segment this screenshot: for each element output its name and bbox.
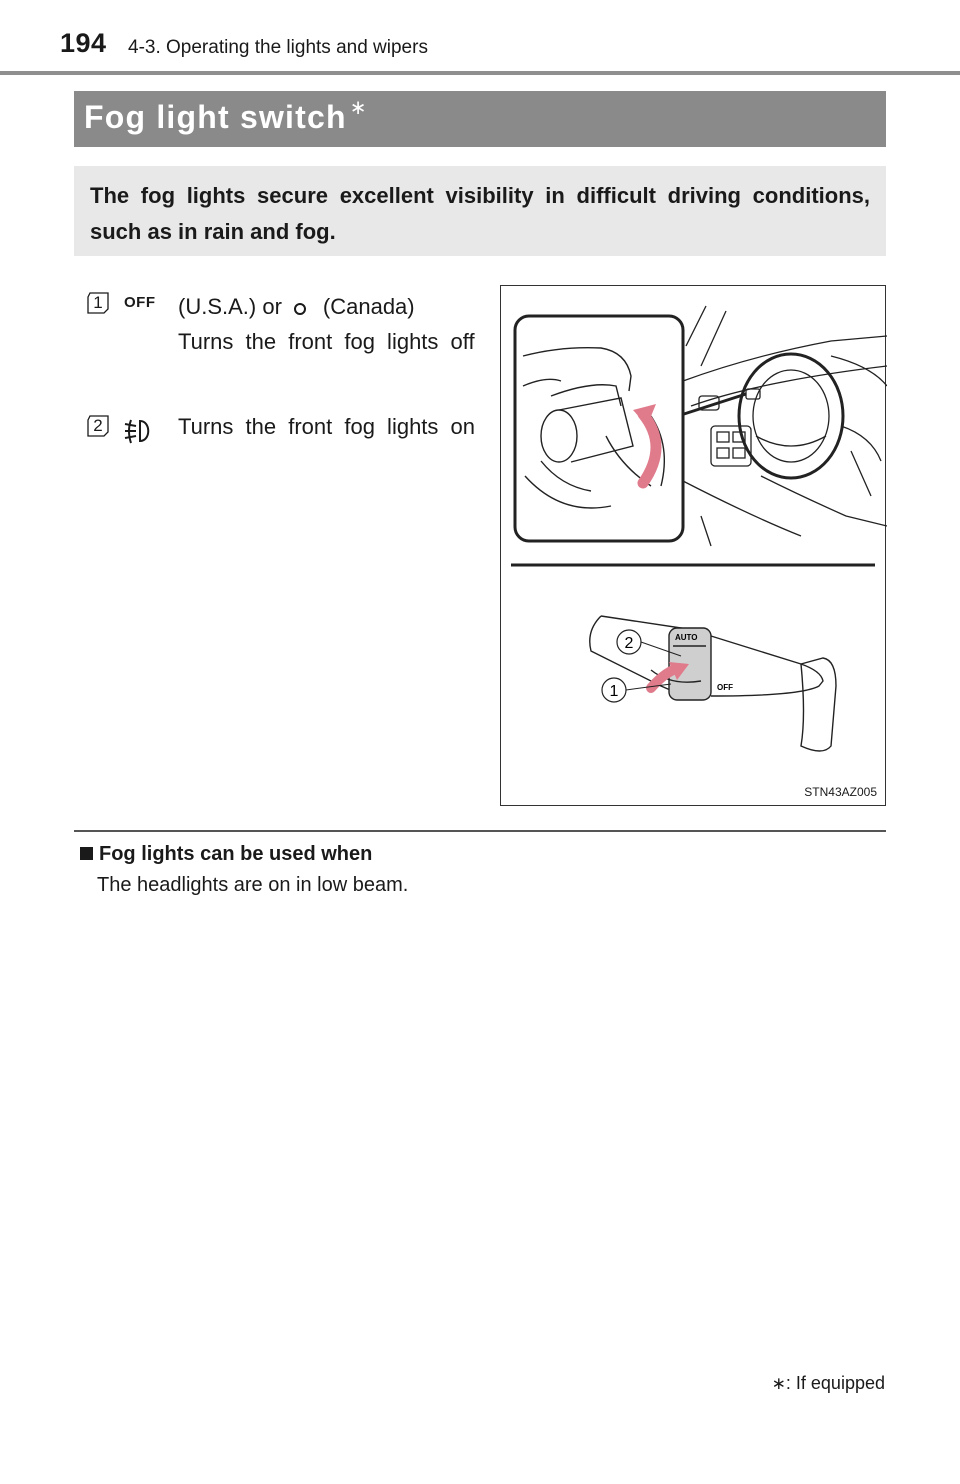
bullet-square-icon	[80, 847, 93, 860]
title-bar	[74, 91, 886, 147]
item-number-2	[86, 414, 110, 438]
intro-text: The fog lights secure excellent visibility in difficult driving conditions, such as in rain and fog.	[90, 183, 870, 244]
item-1-region-canada: (Canada)	[322, 294, 415, 319]
item-number-1-label: 1	[93, 293, 103, 312]
note-heading-text: Fog lights can be used when	[99, 843, 373, 865]
header-rule	[0, 71, 960, 75]
canada-off-icon	[294, 303, 306, 315]
item-1-description: Turns the front fog lights off	[178, 329, 475, 354]
figure-callout-2: 2	[624, 635, 634, 652]
illustration-drawing	[501, 286, 887, 807]
page-number: 194	[60, 28, 107, 58]
figure-code: STN43AZ005	[804, 785, 877, 799]
item-2-description: Turns the front fog lights on	[178, 414, 475, 439]
note-heading	[80, 843, 372, 866]
section-rule	[74, 830, 886, 832]
footnote-text: : If equipped	[785, 1373, 885, 1393]
page-title	[84, 99, 368, 136]
footnote-asterisk: ∗	[771, 1374, 786, 1393]
note-body: The headlights are on in low beam.	[97, 874, 409, 896]
page-title-text: Fog light switch	[84, 99, 347, 135]
intro-box	[74, 166, 886, 256]
item-number-1	[86, 291, 110, 315]
item-1-region-usa: (U.S.A.) or	[178, 294, 282, 319]
switch-label-auto: AUTO	[675, 633, 698, 642]
item-1-regions	[178, 291, 480, 323]
off-icon: OFF	[124, 294, 156, 311]
switch-label-off: OFF	[717, 683, 733, 692]
running-header: 4-3. Operating the lights and wipers	[128, 37, 428, 58]
footnote	[772, 1373, 885, 1394]
fog-switch-illustration	[500, 285, 886, 806]
front-fog-light-icon	[122, 417, 156, 445]
equipped-asterisk: ∗	[349, 97, 368, 119]
figure-callout-1: 1	[609, 683, 619, 700]
item-number-2-label: 2	[93, 416, 103, 435]
